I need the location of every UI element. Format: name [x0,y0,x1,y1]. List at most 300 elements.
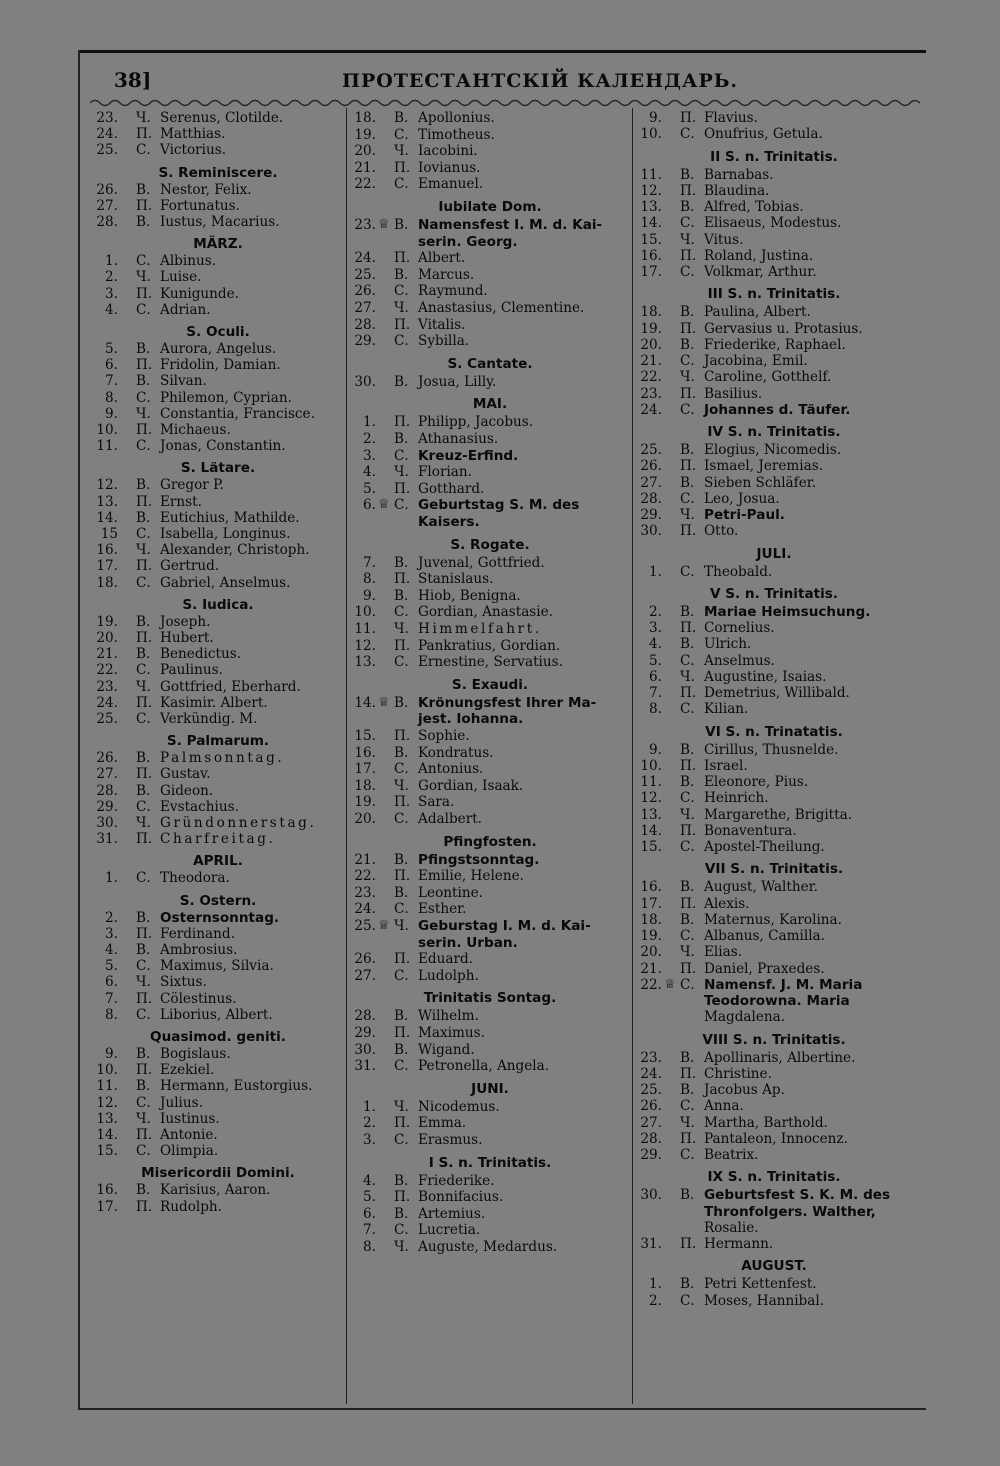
saint-name: Kasimir. Albert. [160,694,268,711]
day-number: 28. [96,782,118,799]
weekday-abbrev: В. [394,851,409,868]
calendar-entry [634,1147,914,1163]
saint-name: Augustine, Isaias. [704,668,827,685]
calendar-entry [634,839,914,855]
saint-name: Ambrosius. [160,942,238,958]
day-number: 7. [105,373,118,390]
calendar-entry [348,481,632,497]
day-number: 13. [640,199,662,215]
weekday-abbrev: П. [394,414,411,431]
calendar-entry [634,1204,914,1220]
calendar-entry [348,811,632,827]
weekday-abbrev: С. [680,652,695,669]
weekday-abbrev: С. [680,790,695,807]
saint-name: Petronella, Angela. [418,1058,550,1075]
day-number: 24. [640,1065,662,1082]
section-heading: Misericordii Domini. [141,1165,295,1182]
calendar-entry [90,1062,346,1078]
weekday-abbrev: П. [136,831,153,848]
page-title: ПРОТЕСТАНТСКІЙ КАЛЕНДАРЬ. [342,70,739,92]
calendar-entry [634,807,914,823]
calendar-entry [634,386,914,402]
day-number: 23. [96,678,118,695]
weekday-abbrev: С. [136,438,151,455]
saint-name: Nicodemus. [418,1098,500,1115]
calendar-entry [348,951,632,967]
weekday-abbrev: С. [394,811,409,827]
day-number: 17. [354,761,376,778]
calendar-entry [90,711,346,727]
saint-name: Alexis. [704,895,750,912]
calendar-entry [348,464,632,480]
saint-name: Geburtsfest S. K. M. des [704,1187,891,1204]
weekday-abbrev: Ч. [136,110,151,126]
saint-name: Osternsonntag. [160,909,280,926]
weekday-abbrev: Ч. [680,231,695,248]
calendar-entry [90,974,346,990]
calendar-entry [348,761,632,777]
saint-name: Paulina, Albert. [704,304,811,321]
day-number: 27. [640,1114,662,1131]
calendar-entry [348,711,632,727]
saint-name: Moses, Hannibal. [704,1292,825,1309]
crown-icon: ♕ [378,497,390,513]
calendar-entry [634,1115,914,1131]
saint-name: Kaisers. [418,514,480,530]
day-number: 8. [363,1239,376,1255]
weekday-abbrev: Ч. [394,1098,409,1115]
saint-name: Jacobina, Emil. [704,353,808,369]
calendar-entry [634,321,914,337]
saint-name: Krönungsfest Ihrer Ma- [418,694,597,711]
calendar-entry [634,458,914,474]
weekday-abbrev: Ч. [136,815,151,831]
weekday-abbrev: П. [136,126,153,143]
weekday-abbrev: С. [680,701,695,718]
day-number: 13. [96,1110,118,1127]
saint-name: Palmsonntag. [160,750,285,767]
weekday-abbrev: В. [394,1172,409,1189]
weekday-abbrev: В. [394,744,409,761]
calendar-entry [90,253,346,269]
section-heading: III S. n. Trinitatis. [707,286,841,303]
day-number: 3. [363,1132,376,1148]
day-number: 19. [640,928,662,944]
calendar-entry [90,942,346,958]
saint-name: Hermann. [704,1236,774,1252]
day-number: 15. [354,728,376,744]
weekday-abbrev: В. [394,884,409,901]
day-number: 30. [96,815,118,831]
calendar-entry [634,1220,914,1236]
day-number: 4. [363,464,376,481]
saint-name: Adalbert. [418,811,482,827]
saint-name: Magdalena. [704,1009,786,1026]
calendar-entry [348,1173,632,1189]
section-heading: Quasimod. geniti. [150,1029,286,1045]
day-number: 6. [363,497,376,514]
weekday-abbrev: П. [680,182,697,199]
weekday-abbrev: В. [680,879,695,896]
saint-name: Wigand. [418,1041,475,1058]
saint-name: Alexander, Christoph. [160,542,310,559]
weekday-abbrev: С. [136,389,151,406]
saint-name: Iacobini. [418,143,478,160]
day-number: 3. [363,447,376,464]
weekday-abbrev: С. [394,1058,409,1075]
calendar-entry [90,542,346,558]
calendar-entry [348,317,632,333]
day-number: 17. [96,1198,118,1215]
calendar-entry [90,926,346,942]
calendar-entry [90,910,346,926]
saint-name: Bonnifacius. [418,1189,504,1206]
calendar-entry [634,879,914,895]
weekday-abbrev: С. [394,761,409,778]
day-number: 12. [96,1094,118,1111]
day-number: 29. [354,1025,376,1041]
saint-name: August, Walther. [704,879,818,896]
saint-name: Gordian, Isaak. [418,777,524,794]
weekday-abbrev: С. [136,574,151,591]
calendar-entry [634,126,914,142]
weekday-abbrev: Ч. [394,621,409,637]
day-number: 11. [640,166,662,183]
weekday-abbrev: П. [394,637,411,654]
weekday-abbrev: П. [680,685,697,701]
saint-name: Nestor, Felix. [160,181,252,198]
day-number: 2. [105,269,118,286]
calendar-entry [348,1189,632,1205]
saint-name: Beatrix. [704,1147,759,1163]
calendar-entry [90,302,346,318]
day-number: 21. [640,353,662,369]
day-number: 27. [640,474,662,491]
saint-name: Isabella, Longinus. [160,526,291,542]
day-number: 8. [649,701,662,718]
weekday-abbrev: С. [394,283,409,300]
weekday-abbrev: С. [136,301,151,318]
weekday-abbrev: Ч. [680,668,695,685]
saint-name: Constantia, Francisce. [160,405,315,422]
saint-name: jest. Iohanna. [418,711,524,728]
calendar-entry [348,588,632,604]
section-heading: S. Rogate. [450,536,530,553]
day-number: 15. [96,1143,118,1160]
day-number: 20. [354,811,376,827]
saint-name: Charfreitag. [160,831,276,848]
saint-name: Gründonnerstag. [160,815,317,831]
calendar-entry [90,406,346,422]
weekday-abbrev: В. [136,1046,151,1062]
day-number: 26. [640,458,662,475]
day-number: 29. [640,1147,662,1163]
saint-name: Theobald. [704,563,773,580]
calendar-entry [90,438,346,454]
section-heading: APRIL. [193,853,243,870]
calendar-entry [348,654,632,670]
day-number: 2. [363,1115,376,1132]
calendar-entry [348,267,632,283]
weekday-abbrev: Ч. [680,1114,695,1131]
saint-name: Alfred, Tobias. [704,199,804,215]
calendar-entry [348,414,632,430]
calendar-entry [90,614,346,630]
weekday-abbrev: С. [394,967,409,984]
weekday-abbrev: В. [394,1041,409,1058]
weekday-abbrev: В. [394,1008,409,1025]
saint-name: Cölestinus. [160,990,237,1007]
calendar-entry [90,373,346,389]
weekday-abbrev: С. [680,563,695,580]
column-rule-1 [346,108,347,1404]
calendar-entry [348,728,632,744]
weekday-abbrev: П. [136,558,153,575]
section-heading: V S. n. Trinitatis. [709,585,839,602]
saint-name: Eutichius, Mathilde. [160,509,300,526]
weekday-abbrev: П. [680,320,697,337]
weekday-abbrev: С. [394,654,409,671]
section-heading: VI S. n. Trinatatis. [705,723,843,740]
day-number: 26. [354,283,376,300]
saint-name: Jonas, Constantin. [160,438,286,455]
crown-icon: ♕ [378,217,390,232]
weekday-abbrev: П. [136,285,153,302]
weekday-abbrev: В. [394,694,409,711]
saint-name: Apollonius. [418,110,495,126]
day-number: 13. [354,654,376,671]
day-number: 21. [354,159,376,176]
weekday-abbrev: В. [394,554,409,571]
calendar-entry [634,183,914,199]
saint-name: Blaudina. [704,182,770,199]
saint-name: Israel. [704,757,748,774]
calendar-entry [634,353,914,369]
day-number: 23. [96,110,118,126]
saint-name: Eleonore, Pius. [704,774,809,790]
saint-name: Juvenal, Gottfried. [418,554,545,571]
calendar-entry [348,885,632,901]
saint-name: Marcus. [418,266,475,283]
weekday-abbrev: В. [680,1082,695,1098]
weekday-abbrev: С. [680,928,695,944]
calendar-entry [348,448,632,464]
calendar-entry [348,514,632,530]
saint-name: Hubert. [160,630,214,646]
calendar-entry [348,555,632,571]
saint-name: Karisius, Aaron. [160,1182,271,1199]
day-number: 16. [640,247,662,264]
calendar-entry [90,870,346,886]
day-number: 19. [96,613,118,630]
day-number: 14. [640,822,662,839]
weekday-abbrev: П. [136,1198,153,1215]
day-number: 1. [363,414,376,431]
day-number: 3. [105,925,118,942]
calendar-entry [634,636,914,652]
calendar-entry [634,685,914,701]
calendar-entry [90,1127,346,1143]
calendar-entry [348,160,632,176]
saint-name: Geburtstag S. M. des [418,497,580,514]
weekday-abbrev: П. [680,523,697,540]
saint-name: Martha, Barthold. [704,1114,828,1131]
saint-name: Volkmar, Arthur. [704,264,817,280]
day-number: 28. [354,1008,376,1025]
weekday-abbrev: П. [394,1115,411,1132]
calendar-entry [90,766,346,782]
day-number: 1. [649,563,662,580]
weekday-abbrev: В. [680,336,695,353]
weekday-abbrev: В. [394,266,409,283]
saint-name: Ernestine, Servatius. [418,654,563,671]
day-number: 10. [96,1062,118,1079]
weekday-abbrev: Ч. [136,542,151,559]
day-number: 7. [363,1222,376,1239]
weekday-abbrev: П. [680,960,697,977]
calendar-entry [90,526,346,542]
calendar-entry [348,604,632,620]
day-number: 27. [96,766,118,783]
calendar-entry [634,620,914,636]
weekday-abbrev: С. [136,526,151,542]
day-number: 27. [96,197,118,214]
saint-name: Serenus, Clotilde. [160,110,284,126]
weekday-abbrev: С. [394,901,409,918]
calendar-entry [90,214,346,230]
calendar-entry [348,1042,632,1058]
saint-name: Emma. [418,1115,467,1132]
day-number: 28. [640,1130,662,1147]
calendar-entry [634,977,914,993]
saint-name: Gabriel, Anselmus. [160,574,291,591]
calendar-entry [348,1099,632,1115]
weekday-abbrev: Ч. [394,1239,409,1255]
day-number: 16. [96,1182,118,1199]
saint-name: Joseph. [160,613,211,630]
saint-name: serin. Urban. [418,934,518,951]
saint-name: Otto. [704,523,739,540]
calendar-entry [90,575,346,591]
saint-name: Philemon, Cyprian. [160,389,292,406]
calendar-entry [348,217,632,233]
weekday-abbrev: С. [394,1222,409,1239]
weekday-abbrev: П. [394,1025,411,1041]
weekday-abbrev: Ч. [394,918,409,934]
day-number: 17. [96,558,118,575]
calendar-entry [90,510,346,526]
section-heading: Trinitatis Sontag. [423,990,557,1007]
calendar-entry [348,745,632,761]
weekday-abbrev: В. [136,909,151,926]
weekday-abbrev: В. [680,199,695,215]
calendar-entry [634,1131,914,1147]
weekday-abbrev: В. [394,373,409,390]
calendar-entry [348,571,632,587]
day-number: 24. [96,126,118,143]
top-rule [80,50,926,53]
saint-name: Elias. [704,944,743,961]
calendar-entry [634,1276,914,1292]
day-number: 24. [640,401,662,418]
saint-name: Julius. [160,1094,203,1111]
calendar-entry [348,935,632,951]
weekday-abbrev: Ч. [680,944,695,961]
calendar-entry [634,304,914,320]
saint-name: Demetrius, Willibald. [704,685,850,701]
weekday-abbrev: В. [136,509,151,526]
day-number: 25. [96,711,118,727]
day-number: 5. [363,1189,376,1206]
day-number: 19. [640,320,662,337]
saint-name: Erasmus. [418,1132,483,1148]
saint-name: Kreuz-Erfind. [418,447,519,464]
day-number: 4. [105,301,118,318]
calendar-entry [634,264,914,280]
day-number: 11. [640,774,662,790]
weekday-abbrev: B. [136,181,151,198]
saint-name: Verkündig. M. [160,711,258,727]
day-number: 9. [363,587,376,604]
weekday-abbrev: В. [680,1187,695,1204]
saint-name: Namensfest I. M. d. Kai- [418,217,603,233]
saint-name: Lucretia. [418,1222,481,1239]
saint-name: Jacobus Ap. [704,1082,785,1098]
saint-name: Anastasius, Clementine. [418,300,585,316]
calendar-entry [90,142,346,158]
saint-name: Olimpia. [160,1143,219,1160]
saint-name: Heinrich. [704,790,769,807]
saint-name: Gustav. [160,766,211,783]
calendar-entry [634,1187,914,1203]
bottom-rule [78,1408,926,1410]
wavy-divider [90,96,920,110]
saint-name: Himmelfahrt. [418,621,542,637]
day-number: 22. [96,662,118,679]
saint-name: Bonaventura. [704,822,797,839]
day-number: 22. [354,176,376,193]
day-number: 6. [363,1205,376,1222]
weekday-abbrev: С. [136,662,151,679]
saint-name: Kilian. [704,701,749,718]
calendar-entry [634,790,914,806]
saint-name: Leo, Josua. [704,490,780,507]
saint-name: Albinus. [160,253,217,270]
calendar-entry [90,357,346,373]
weekday-abbrev: С. [136,1094,151,1111]
section-heading: S. Iudica. [182,596,254,613]
weekday-abbrev: Ч. [394,300,409,316]
saint-name: Rosalie. [704,1219,759,1236]
weekday-abbrev: П. [680,1236,697,1252]
section-heading: S. Palmarum. [166,733,270,750]
day-number: 15. [640,839,662,855]
calendar-entry [634,167,914,183]
weekday-abbrev: В. [680,636,695,653]
saint-name: Ulrich. [704,636,752,653]
calendar-entry [90,1007,346,1023]
day-number: 3. [105,285,118,302]
calendar-entry [634,215,914,231]
saint-name: Victorius. [160,142,227,159]
calendar-entry [90,630,346,646]
section-heading: S. Cantate. [447,355,533,372]
calendar-entry [634,1050,914,1066]
saint-name: Apostel-Theilung. [704,839,825,855]
saint-name: Cirillus, Thusnelde. [704,741,839,758]
crown-icon: ♕ [664,976,676,992]
saint-name: Artemius. [418,1205,486,1222]
